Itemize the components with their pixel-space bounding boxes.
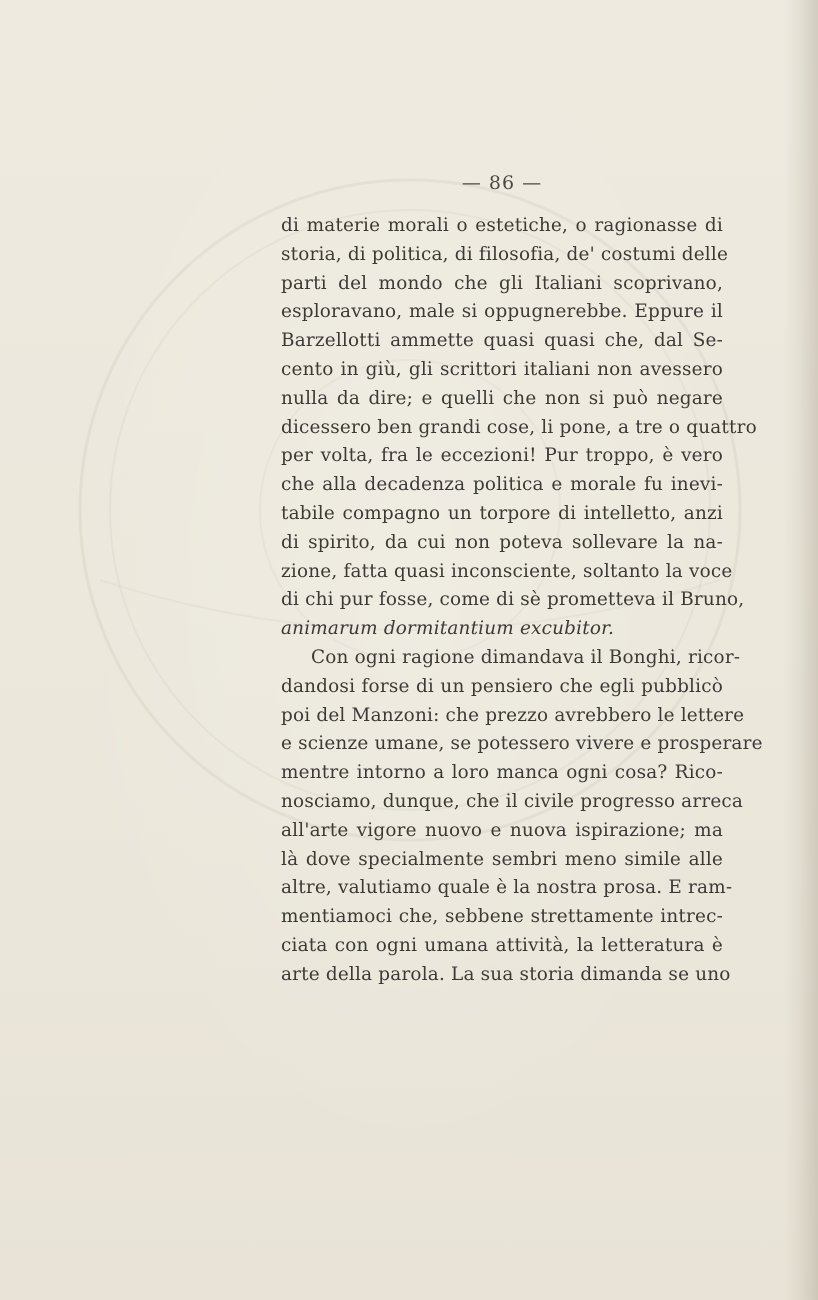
page-number: — 86 — [461,172,543,194]
text-line: e scienze umane, se potessero vivere e prosperare [281,733,763,755]
text-line: che alla decadenza politica e morale fu inevi- [281,474,723,496]
text-line: parti del mondo che gli Italiani scoprivano, [281,272,723,294]
text-line: altre, valutiamo quale è la nostra prosa. E ram- [281,877,733,899]
text-line: di chi pur fosse, come di sè prometteva il Bruno, [281,589,745,611]
text-line: nosciamo, dunque, che il civile progresso arreca [281,790,744,812]
text-line: cento in giù, gli scrittori italiani non avessero [281,358,723,380]
text-line: di spirito, da cui non poteva sollevare la na- [281,531,723,553]
text-line: storia, di politica, di filosofia, de' costumi delle [281,243,729,265]
text-line: mentiamoci che, sebbene strettamente intrec- [281,906,723,928]
text-line: esploravano, male si oppugnerebbe. Eppure il [281,301,723,323]
text-line: dandosi forse di un pensiero che egli pubblicò [281,675,723,697]
text-line: arte della parola. La sua storia dimanda se uno [281,963,731,985]
text-line: mentre intorno a loro manca ogni cosa? Rico- [281,762,723,784]
page-edge-shadow [784,0,818,1300]
body-text [281,212,763,990]
text-line: dicessero ben grandi cose, li pone, a tre o quattro [281,416,757,438]
text-line: poi del Manzoni: che prezzo avrebbero le lettere [281,704,745,726]
text-line: ciata con ogni umana attività, la letteratura è [281,934,723,956]
text-line: Barzellotti ammette quasi quasi che, dal Se- [281,330,723,352]
text-line: per volta, fra le eccezioni! Pur troppo, è vero [281,445,723,467]
latin-quote-line: animarum dormitantium excubitor. [281,618,615,640]
text-line: nulla da dire; e quelli che non si può negare [281,387,723,409]
text-line: all'arte vigore nuovo e nuova ispirazione; ma [281,819,723,841]
paragraph-start-line: Con ogni ragione dimandava il Bonghi, ricor- [311,646,741,668]
text-line: zione, fatta quasi inconsciente, soltanto la voce [281,560,733,582]
text-line: tabile compagno un torpore di intelletto, anzi [281,502,723,524]
text-line: là dove specialmente sembri meno simile alle [281,848,723,870]
text-line: di materie morali o estetiche, o ragionasse di [281,215,723,236]
